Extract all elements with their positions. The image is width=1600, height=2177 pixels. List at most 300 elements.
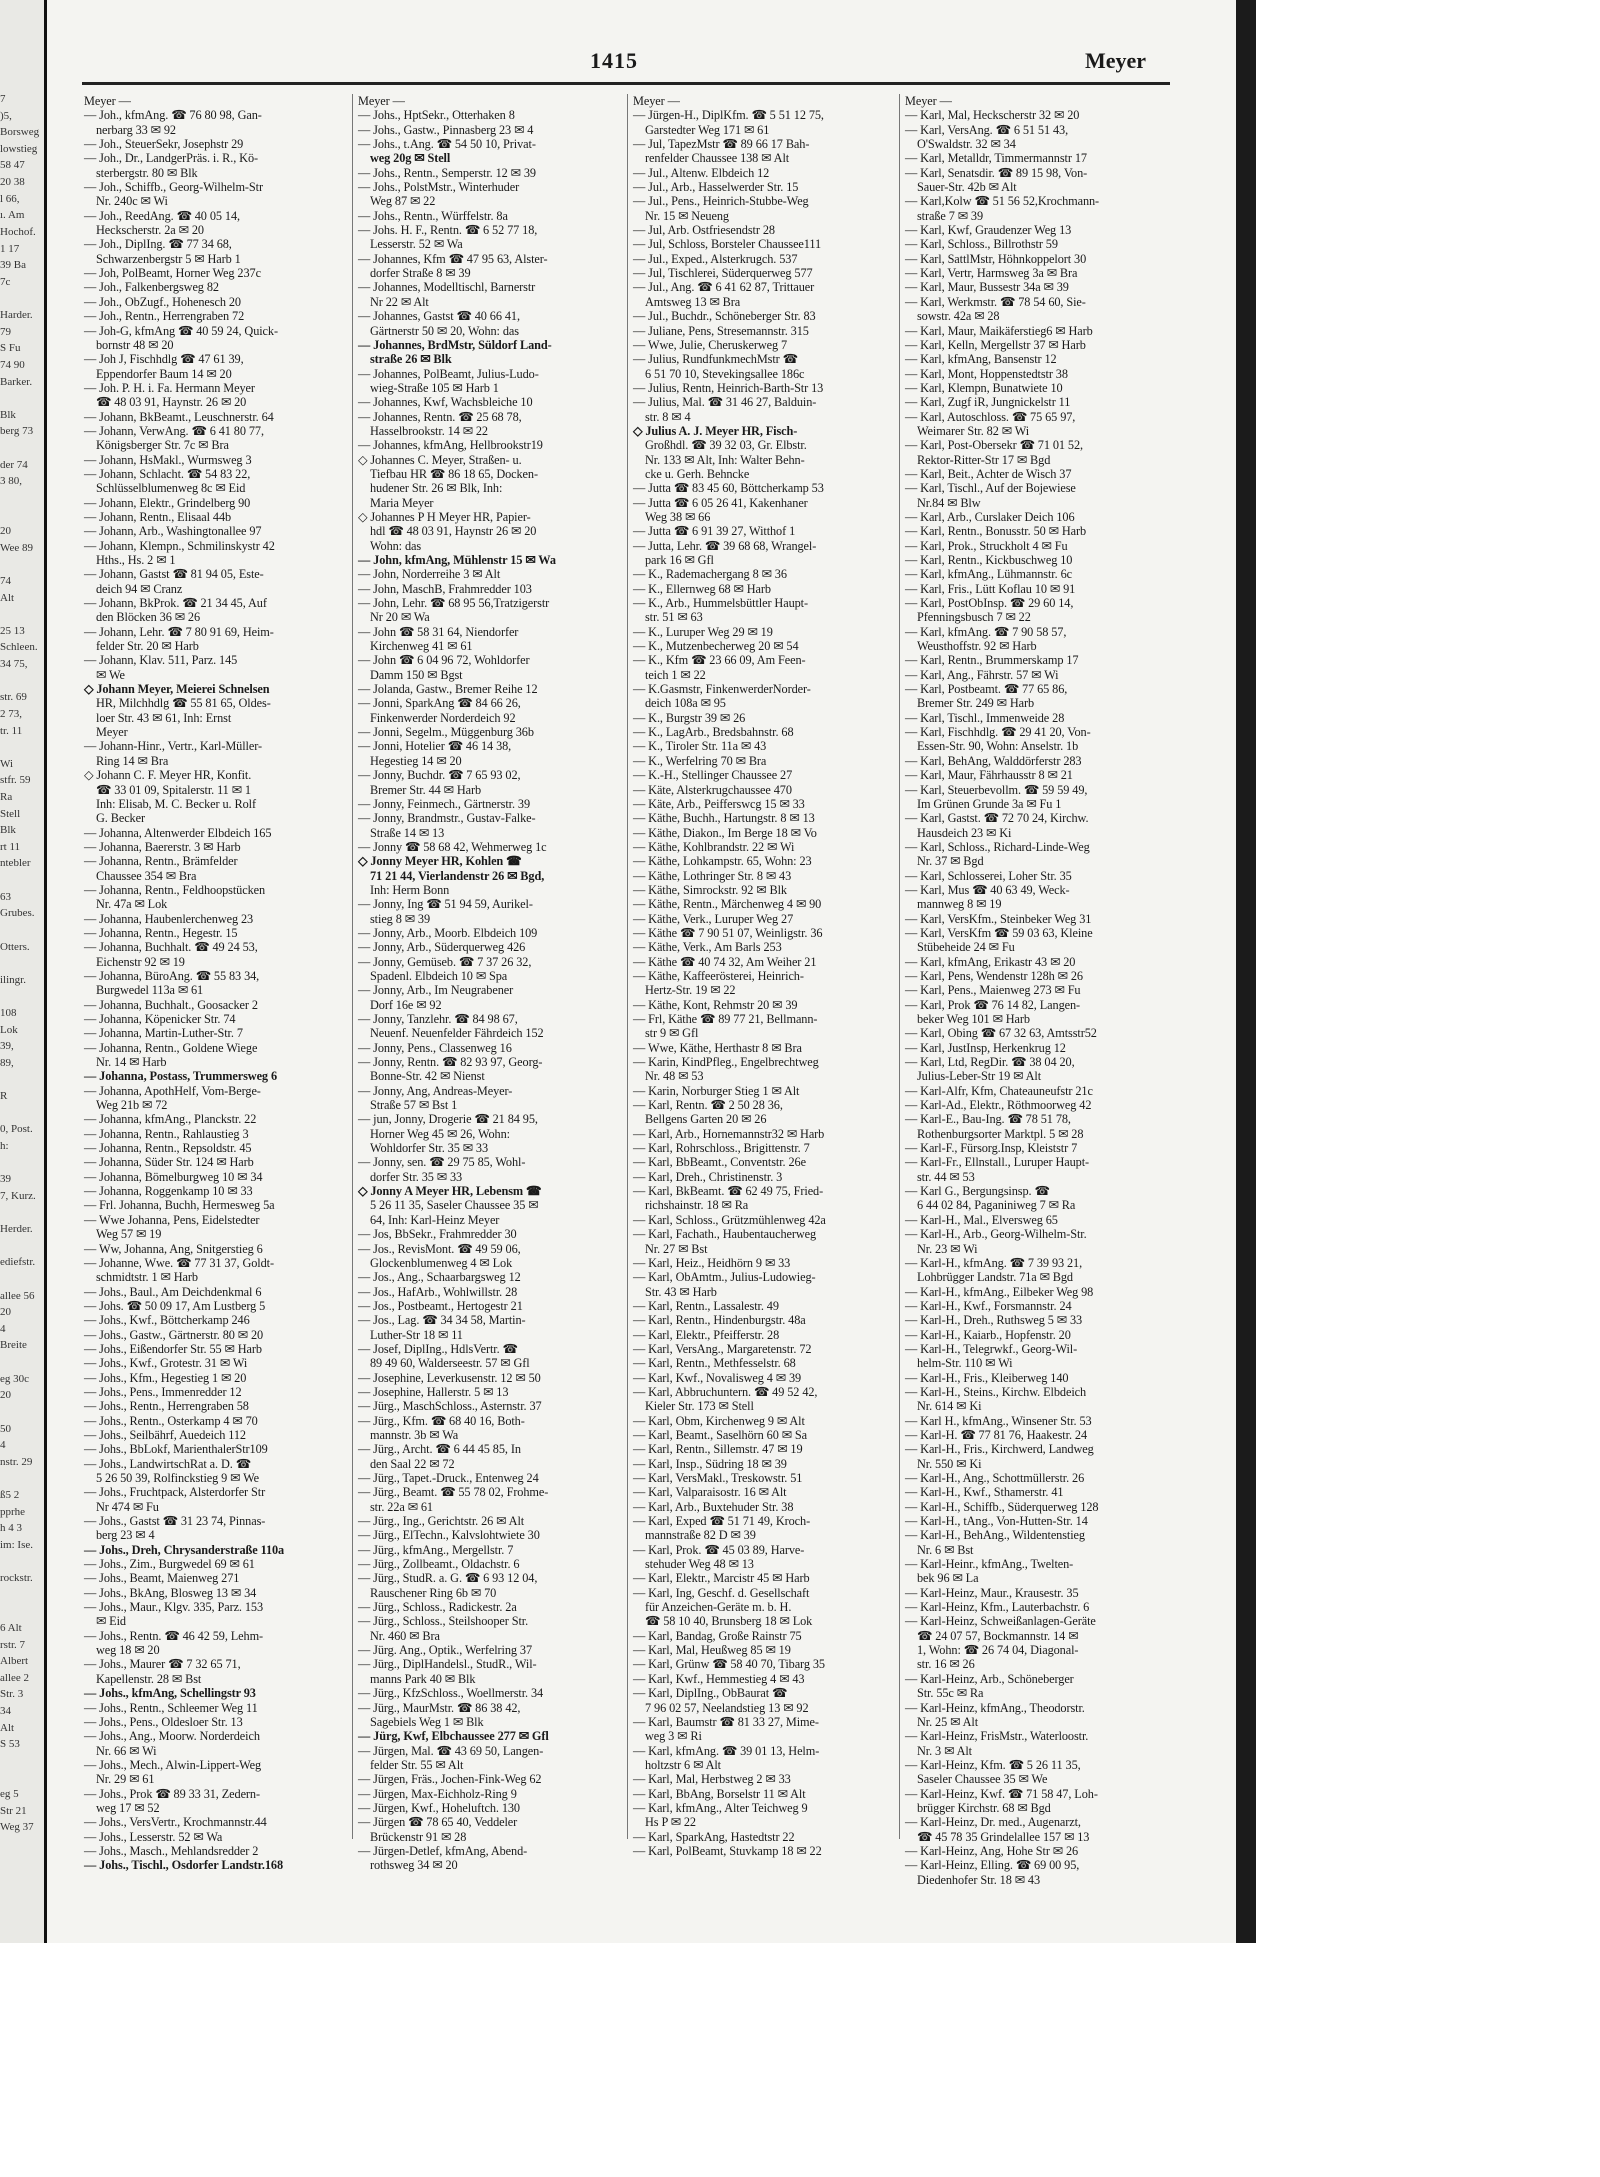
directory-entry: Nr 474 ✉ Fu [96, 1499, 159, 1514]
directory-entry: — Jürg., DiplHandelsl., StudR., Wil- [358, 1657, 537, 1672]
directory-entry: — Jos., HafArb., Wohlwillstr. 28 [358, 1284, 518, 1299]
gutter-text: 25 13 [0, 624, 25, 637]
directory-entry: — Jonny, Feinmech., Gärtnerstr. 39 [358, 796, 531, 811]
directory-column-3 [633, 94, 895, 1858]
gutter-text [0, 1207, 42, 1217]
gutter-text: 0, Post. [0, 1123, 33, 1136]
directory-entry: 5 26 50 39, Rolfinckstieg 9 ✉ We [96, 1471, 260, 1485]
directory-entry: Weg 87 ✉ 22 [370, 194, 436, 209]
directory-entry: — Jürg., Beamt. ☎ 55 78 02, Frohme- [358, 1485, 549, 1500]
directory-entry: Lohbrügger Landstr. 71a ✉ Bgd [917, 1270, 1073, 1285]
directory-entry: — Karl, Fachath., Haubentaucherweg [633, 1227, 817, 1242]
directory-entry: — Käthe, Rentn., Märchenweg 4 ✉ 90 [633, 897, 822, 912]
gutter-text: 39 [0, 1173, 11, 1186]
directory-entry: — Jul., Ang. ☎ 6 41 62 87, Trittauer [633, 280, 815, 295]
directory-entry: — Johs., Rentn., Semperstr. 12 ✉ 39 [358, 165, 536, 180]
gutter-text: Barker. [0, 375, 33, 388]
directory-entry: — Johannes, Rentn. ☎ 25 68 78, [358, 409, 522, 424]
directory-entry: — Karl, Valparaisostr. 16 ✉ Alt [633, 1485, 787, 1500]
directory-entry: wieg-Straße 105 ✉ Harb 1 [370, 380, 499, 395]
directory-entry: — Karl, Rentn., Hindenburgstr. 48a [633, 1313, 806, 1328]
directory-entry: — Jürgen, Max-Eichholz-Ring 9 [358, 1786, 517, 1801]
directory-entry: Pfenningsbusch 7 ✉ 22 [917, 610, 1031, 625]
directory-entry: — Karl, Schloss., Billrothstr 59 [905, 237, 1058, 252]
directory-entry: — Karl, Mal, Herbstweg 2 ✉ 33 [633, 1772, 791, 1787]
directory-entry: — Jul, Tischlerei, Süderquerweg 577 [633, 266, 813, 281]
gutter-text: Weg 37 [0, 1821, 34, 1834]
directory-entry: Inh: Herm Bonn [370, 882, 450, 897]
gutter-text: ediefstr. [0, 1256, 36, 1269]
directory-entry: mannweg 8 ✉ 19 [917, 897, 1002, 912]
directory-entry: Kirchenweg 41 ✉ 61 [370, 639, 473, 654]
directory-entry: — Jürg., ElTechn., Kalvslohtwiete 30 [358, 1528, 540, 1543]
directory-entry: — Johs., Fruchtpack, Alsterdorfer Str [84, 1485, 266, 1500]
directory-entry: brügger Kirchstr. 68 ✉ Bgd [917, 1800, 1051, 1815]
directory-entry: — Karl, Pens., Maienweg 273 ✉ Fu [905, 983, 1081, 998]
directory-entry: — K.-H., Stellinger Chaussee 27 [633, 768, 793, 783]
directory-entry: — Karl, VersMakl., Treskowstr. 51 [633, 1471, 803, 1485]
directory-entry: felder Str. 55 ✉ Alt [370, 1757, 464, 1772]
directory-column-2 [358, 94, 620, 1873]
gutter-text [0, 609, 42, 619]
directory-entry: — Karl, Post-Obersekr ☎ 71 01 52, [905, 438, 1084, 453]
directory-entry: — Johann, HsMakl., Wurmsweg 3 [84, 452, 252, 467]
gutter-text: Schleen. [0, 641, 38, 654]
directory-entry: — Karl, Maur, Bussestr 34a ✉ 39 [905, 280, 1069, 295]
directory-entry: Inh: Elisab, M. C. Becker u. Rolf [96, 796, 256, 811]
gutter-text: im: Ise. [0, 1538, 33, 1551]
directory-entry: helm-Str. 110 ✉ Wi [917, 1356, 1013, 1371]
directory-entry: — Käthe, Verk., Am Barls 253 [633, 940, 782, 955]
directory-entry: — Joh, PolBeamt, Horner Weg 237c [84, 266, 261, 281]
directory-entry: — Karl, Beamt., Saselhörn 60 ✉ Sa [633, 1427, 808, 1442]
directory-entry: Nr. 3 ✉ Alt [917, 1743, 972, 1758]
directory-entry: 6 51 70 10, Stevekingsallee 186c [645, 366, 805, 381]
directory-entry: — Karl, Arb., Buxtehuder Str. 38 [633, 1499, 794, 1514]
gutter-text: h: [0, 1140, 9, 1152]
directory-entry: — Johanna, kfmAng., Planckstr. 22 [84, 1112, 257, 1127]
directory-entry: — Johanna, Köpenicker Str. 74 [84, 1012, 236, 1026]
gutter-text: Grubes. [0, 907, 35, 920]
directory-entry: — K., Rademachergang 8 ✉ 36 [633, 567, 787, 582]
directory-entry: — Karin, KindPfleg., Engelbrechtweg [633, 1055, 819, 1070]
directory-entry: — Karl, Ang., Fährstr. 57 ✉ Wi [905, 667, 1059, 682]
directory-entry: stieg 8 ✉ 39 [370, 911, 430, 926]
directory-entry: 71 21 44, Vierlandenstr 26 ✉ Bgd, [370, 868, 545, 883]
directory-entry: — Johs., VersVertr., Krochmannstr.44 [84, 1815, 267, 1830]
directory-entry: Nr. 6 ✉ Bst [917, 1542, 974, 1557]
gutter-text: 63 [0, 890, 11, 903]
directory-entry: Nr. 23 ✉ Wi [917, 1241, 978, 1256]
gutter-text: Str 21 [0, 1804, 27, 1817]
gutter-text: Wee 89 [0, 541, 34, 554]
directory-entry: — Karl, Prok ☎ 76 14 82, Langen- [905, 997, 1081, 1012]
directory-entry: — Johs., Pens., Oldesloer Str. 13 [84, 1714, 243, 1729]
directory-entry: — Karl-F., Fürsorg.Insp, Kleiststr 7 [905, 1141, 1078, 1156]
directory-entry: — Karl, Exped ☎ 51 71 49, Kroch- [633, 1514, 811, 1529]
directory-entry: G. Becker [96, 811, 145, 826]
directory-entry: — Johanna, Rentn., Rahlaustieg 3 [84, 1126, 249, 1141]
directory-entry: — Joh., Falkenbergsweg 82 [84, 280, 219, 295]
directory-entry: — K., LagArb., Bredsbahnstr. 68 [633, 725, 794, 740]
directory-entry: — K., Mutzenbecherweg 20 ✉ 54 [633, 639, 799, 654]
directory-entry: — Karl-H., Mal., Elversweg 65 [905, 1212, 1058, 1227]
directory-entry: — Johs., Rentn., Herrengraben 58 [84, 1399, 249, 1414]
directory-entry: — Karl, Ing, Geschf. d. Gesellschaft [633, 1585, 810, 1600]
directory-entry: Amtsweg 13 ✉ Bra [645, 294, 741, 309]
gutter-text: 39, [0, 1040, 14, 1053]
directory-entry: — Käthe, Diakon., Im Berge 18 ✉ Vo [633, 825, 817, 840]
gutter-text [0, 1606, 42, 1616]
directory-entry: Nr.84 ✉ Blw [917, 495, 981, 510]
directory-entry: — Wwe Johanna, Pens, Eidelstedter [84, 1212, 260, 1227]
directory-entry: richshainstr. 18 ✉ Ra [645, 1198, 749, 1213]
directory-entry: Glockenblumenweg 4 ✉ Lok [370, 1255, 513, 1270]
directory-column-4 [905, 94, 1167, 1887]
directory-entry: hudener Str. 26 ✉ Blk, Inh: [370, 481, 503, 496]
gutter-text [0, 509, 42, 519]
directory-entry: Bremer Str. 249 ✉ Harb [917, 696, 1035, 711]
gutter-text: rt 11 [0, 840, 21, 853]
directory-entry: — Josephine, Leverkusenstr. 12 ✉ 50 [358, 1370, 541, 1385]
directory-entry: — Karl, Mont, Hoppenstedtstr 38 [905, 366, 1068, 381]
directory-entry: — Jonny ☎ 58 68 42, Wehmerweg 1c [358, 839, 547, 854]
directory-entry: — Karl-Fr., Ellnstall., Luruper Haupt- [905, 1155, 1090, 1170]
directory-entry: Str. 55c ✉ Ra [917, 1686, 984, 1701]
directory-entry: — John ☎ 58 31 64, Niendorfer [358, 624, 519, 639]
directory-entry: Brückenstr 91 ✉ 28 [370, 1829, 467, 1844]
directory-entry: — Karl, Rentn., Methfesselstr. 68 [633, 1356, 796, 1371]
directory-entry: — Karl, ObAmtm., Julius-Ludowieg- [633, 1270, 816, 1285]
gutter-text: ß5 2 [0, 1489, 20, 1501]
gutter-text: 7 [0, 93, 6, 105]
directory-entry: Burgwedel 113a ✉ 61 [96, 983, 204, 998]
directory-entry: — Jul, Arb. Ostfriesendstr 28 [633, 223, 775, 238]
gutter-text: Herder. [0, 1223, 33, 1236]
directory-entry: Sauer-Str. 42b ✉ Alt [917, 180, 1017, 195]
directory-entry: — Karl-H., kfmAng., Eilbeker Weg 98 [905, 1284, 1094, 1299]
directory-entry: — Joh., Schiffb., Georg-Wilhelm-Str [84, 180, 263, 195]
directory-entry: — Jonny, Brandmstr., Gustav-Falke- [358, 811, 536, 826]
directory-entry: — Karl-H. ☎ 77 81 76, Haakestr. 24 [905, 1427, 1087, 1442]
directory-entry: den Saal 22 ✉ 72 [370, 1456, 455, 1471]
directory-entry: — K., Burgstr 39 ✉ 26 [633, 710, 746, 725]
directory-entry: — Julius, Mal. ☎ 31 46 27, Balduin- [633, 395, 817, 410]
gutter-text: 89, [0, 1056, 14, 1069]
directory-entry: — Jonny, sen. ☎ 29 75 85, Wohl- [358, 1155, 526, 1170]
directory-entry: für Anzeichen-Geräte m. b. H. [645, 1600, 792, 1615]
gutter-text: S 53 [0, 1738, 20, 1751]
directory-entry: Wohn: das [370, 538, 422, 553]
directory-entry: — Karl, Werkmstr. ☎ 78 54 60, Sie- [905, 294, 1086, 309]
gutter-text [0, 1407, 42, 1417]
directory-entry: — Johanna, Roggenkamp 10 ✉ 33 [84, 1184, 253, 1199]
directory-entry: — Johs., Tischl., Osdorfer Landstr.168 [84, 1858, 284, 1873]
directory-entry: — Jonny, Arb., Im Neugrabener [358, 983, 514, 998]
directory-entry: — Jürgen, Fräs., Jochen-Fink-Weg 62 [358, 1772, 542, 1787]
directory-entry: 89 49 60, Walderseestr. 57 ✉ Gfl [370, 1356, 530, 1371]
column-divider [352, 94, 353, 1839]
directory-entry: — Joh J, Fischhdlg ☎ 47 61 39, [84, 352, 244, 367]
directory-entry: — Jul., Arb., Hasselwerder Str. 15 [633, 180, 799, 195]
directory-entry: — Karl-H., Ang., Schottmüllerstr. 26 [905, 1471, 1085, 1485]
directory-entry: beker Weg 101 ✉ Harb [917, 1012, 1030, 1026]
gutter-text: 7c [0, 275, 11, 288]
gutter-text: berg 73 [0, 425, 34, 438]
gutter-text: Breite [0, 1339, 27, 1352]
directory-entry: — Johs. ☎ 50 09 17, Am Lustberg 5 [84, 1298, 266, 1313]
directory-entry: ◇ Johannes P H Meyer HR, Papier- [358, 509, 531, 524]
directory-entry: — Johs., Lesserstr. 52 ✉ Wa [84, 1829, 223, 1844]
directory-entry: — Karl, PolBeamt, Stuvkamp 18 ✉ 22 [633, 1843, 822, 1858]
directory-entry: — Karl, DiplIng., ObBaurat ☎ [633, 1686, 788, 1701]
directory-entry: Schlüsselblumenweg 8c ✉ Eid [96, 481, 246, 496]
gutter-text: rstr. 7 [0, 1638, 26, 1651]
directory-column-1 [84, 94, 346, 1873]
page-number: 1415 [590, 48, 638, 73]
directory-entry: — Johs., Kwf., Grotestr. 31 ✉ Wi [84, 1356, 248, 1371]
directory-entry: schmidtstr. 1 ✉ Harb [96, 1270, 198, 1285]
directory-entry: — Karl, kfmAng. ☎ 7 90 58 57, [905, 624, 1067, 639]
directory-entry: — Käthe, Simrockstr. 92 ✉ Blk [633, 882, 787, 897]
directory-entry: — Josephine, Hallerstr. 5 ✉ 13 [358, 1384, 509, 1399]
directory-entry: 1, Wohn: ☎ 26 74 04, Diagonal- [917, 1643, 1079, 1658]
directory-entry: — Karl, Insp., Südring 18 ✉ 39 [633, 1456, 787, 1471]
gutter-text: 34 75, [0, 658, 28, 671]
directory-entry: ✉ We [96, 667, 125, 682]
directory-entry: Nr. 47a ✉ Lok [96, 897, 168, 912]
directory-entry: Bellgens Garten 20 ✉ 26 [645, 1112, 767, 1127]
directory-entry: — Johs., Gastw., Gärtnerstr. 80 ✉ 20 [84, 1327, 264, 1342]
directory-entry: — Johs., t.Ang. ☎ 54 50 10, Privat- [358, 137, 536, 152]
gutter-text: 50 [0, 1422, 11, 1435]
directory-entry: — Jutta, Lehr. ☎ 39 68 68, Wrangel- [633, 538, 817, 553]
directory-entry: — Johannes, kfmAng, Hellbrookstr19 [358, 438, 543, 453]
directory-entry: Hertz-Str. 19 ✉ 22 [645, 983, 736, 998]
directory-entry: straße 7 ✉ 39 [917, 208, 984, 223]
running-head: Meyer [1085, 48, 1147, 73]
directory-entry: — Johann, Gastst ☎ 81 94 05, Este- [84, 567, 264, 582]
directory-entry: ☎ 24 07 57, Bockmannstr. 14 ✉ [917, 1628, 1079, 1643]
gutter-text: Hochof. [0, 225, 36, 238]
directory-entry: Nr. 550 ✉ Ki [917, 1456, 982, 1471]
directory-entry: — Johs., Kfm., Hegestieg 1 ✉ 20 [84, 1370, 247, 1385]
directory-entry: Ring 14 ✉ Bra [96, 753, 169, 768]
directory-entry: — Jürgen-Detlef, kfmAng, Abend- [358, 1843, 528, 1858]
directory-entry: — Johannes, Modelltischl, Barnerstr [358, 280, 536, 295]
directory-entry: mannstraße 82 D ✉ 39 [645, 1528, 756, 1543]
directory-entry: dorfer Str. 35 ✉ 33 [370, 1169, 463, 1184]
directory-entry: — Johs., Zim., Burgwedel 69 ✉ 61 [84, 1557, 255, 1572]
directory-entry: HR, Milchhdlg ☎ 55 81 65, Oldes- [96, 696, 271, 711]
directory-entry: — Karl, Mus ☎ 40 63 49, Weck- [905, 882, 1070, 897]
directory-entry: — Karl, Senatsdir. ☎ 89 15 98, Von- [905, 165, 1088, 180]
directory-entry: ☎ 33 01 09, Spitalerstr. 11 ✉ 1 [96, 782, 251, 797]
directory-entry: — Jos., Ang., Schaarbargsweg 12 [358, 1270, 521, 1285]
directory-entry: — Käte, Arb., Peifferswcg 15 ✉ 33 [633, 796, 805, 811]
directory-entry: Meyer — [84, 94, 131, 108]
directory-entry: — Jos., Postbeamt., Hertogestr 21 [358, 1298, 523, 1313]
directory-entry: — Johs., BbLokf, MarienthalerStr109 [84, 1442, 268, 1457]
directory-entry: Gärtnerstr 50 ✉ 20, Wohn: das [370, 323, 519, 338]
directory-entry: — Karl, Rentn., Kickbuschweg 10 [905, 553, 1073, 567]
directory-entry: — Joh. P. H. i. Fa. Hermann Meyer [84, 380, 255, 395]
directory-entry: — Johannes, Kfm ☎ 47 95 63, Alster- [358, 251, 548, 266]
directory-entry: — jun, Jonny, Drogerie ☎ 21 84 95, [358, 1112, 538, 1127]
directory-entry: — Jos, BbSekr., Frahmredder 30 [358, 1227, 517, 1242]
directory-entry: Dorf 16e ✉ 92 [370, 997, 442, 1012]
gutter-text: nstr. 29 [0, 1455, 33, 1468]
directory-entry: Horner Weg 45 ✉ 26, Wohn: [370, 1126, 510, 1141]
directory-entry: Schwarzenbergstr 5 ✉ Harb 1 [96, 251, 241, 266]
directory-entry: Essen-Str. 90, Wohn: Anselstr. 1b [917, 739, 1079, 754]
directory-entry: Eppendorfer Baum 14 ✉ 20 [96, 366, 232, 381]
directory-entry: — Johs., Dreh, Chrysanderstraße 110a [84, 1542, 285, 1557]
directory-entry: — Johann, Klempn., Schmilinskystr 42 [84, 538, 275, 553]
gutter-text: 74 [0, 574, 11, 587]
directory-entry: — Joh., SteuerSekr, Josephstr 29 [84, 137, 244, 152]
directory-entry: — Jürg., Ing., Gerichtstr. 26 ✉ Alt [358, 1514, 525, 1529]
directory-entry: — Karl-Ad., Elektr., Röthmoorweg 42 [905, 1098, 1092, 1113]
column-divider [627, 94, 628, 1839]
gutter-text: pprhe [0, 1505, 26, 1518]
previous-page-gutter [0, 0, 47, 1943]
directory-entry: — Karl, BehAng, Walddörferstr 283 [905, 753, 1082, 768]
directory-entry: — John, Lehr. ☎ 68 95 56,Tratzigerstr [358, 596, 550, 611]
directory-entry: Hegestieg 14 ✉ 20 [370, 753, 462, 768]
directory-entry: — Karl, VersAng., Margaretenstr. 72 [633, 1341, 812, 1356]
directory-entry: — Käthe ☎ 40 74 32, Am Weiher 21 [633, 954, 817, 969]
directory-entry: — Karl, BbAng, Borselstr 11 ✉ Alt [633, 1786, 806, 1801]
directory-entry: — Karl, Rentn., Sillemstr. 47 ✉ 19 [633, 1442, 803, 1457]
directory-entry: — Karl, JustInsp, Herkenkrug 12 [905, 1040, 1066, 1055]
directory-entry: — Karl, VersAng. ☎ 6 51 51 43, [905, 122, 1069, 137]
directory-entry: Nr 22 ✉ Alt [370, 294, 429, 309]
directory-entry: — Johs., Prok ☎ 89 33 31, Zedern- [84, 1786, 260, 1801]
directory-entry: — Karl, BkBeamt. ☎ 62 49 75, Fried- [633, 1184, 824, 1199]
gutter-text: Blk [0, 408, 16, 421]
directory-entry: str. 16 ✉ 26 [917, 1657, 975, 1672]
gutter-text [0, 1590, 42, 1600]
directory-entry: — Jul, TapezMstr ☎ 89 66 17 Bah- [633, 137, 810, 152]
gutter-text: ı. Am [0, 209, 25, 222]
directory-entry: — Jonny, Gemüseb. ☎ 7 37 26 32, [358, 954, 532, 969]
directory-entry: Weg 21b ✉ 72 [96, 1098, 168, 1113]
gutter-text [0, 742, 42, 752]
directory-entry: Nr. 48 ✉ 53 [645, 1069, 704, 1084]
gutter-text: 7, Kurz. [0, 1189, 36, 1202]
directory-entry: Luther-Str 18 ✉ 11 [370, 1327, 463, 1342]
directory-entry: — Jonny, Pens., Classenweg 16 [358, 1040, 512, 1055]
directory-entry: — Karl, SattlMstr, Höhnkoppelort 30 [905, 251, 1087, 266]
directory-entry: — Karl, Arb., Hornemannstr32 ✉ Harb [633, 1126, 825, 1141]
directory-entry: — Johs., PolstMstr., Winterhuder [358, 180, 520, 195]
directory-entry: — Karl-Heinz, Kfm. ☎ 5 26 11 35, [905, 1757, 1081, 1772]
directory-entry: — Karl-Heinz, kfmAng., Theodorstr. [905, 1700, 1085, 1715]
directory-entry: — Karl,Kolw ☎ 51 56 52,Krochmann- [905, 194, 1100, 209]
gutter-text: rockstr. [0, 1572, 33, 1585]
directory-entry: — Karl, Postbeamt. ☎ 77 65 86, [905, 682, 1068, 697]
directory-entry: — Jürg., StudR. a. G. ☎ 6 93 12 04, [358, 1571, 538, 1586]
directory-entry: — Karl, kfmAng, Erikastr 43 ✉ 20 [905, 954, 1076, 969]
gutter-text [0, 1075, 42, 1085]
directory-entry: — Jürg., kfmAng., Mergellstr. 7 [358, 1542, 514, 1557]
directory-entry: — Karl, VersKfm ☎ 59 03 63, Kleine [905, 925, 1093, 940]
directory-entry: — Jonny, Arb., Moorb. Elbdeich 109 [358, 925, 538, 940]
gutter-text: 3 80, [0, 475, 22, 488]
directory-entry: — Karl-Alfr, Kfm, Chateauneufstr 21c [905, 1083, 1093, 1098]
gutter-text: 74 90 [0, 358, 25, 371]
directory-entry: — Karl, Rentn., Bonusstr. 50 ✉ Harb [905, 524, 1086, 539]
directory-entry: — Karl, Kwf, Graudenzer Weg 13 [905, 223, 1072, 238]
gutter-text: lowstieg [0, 142, 38, 155]
directory-entry: hdl ☎ 48 03 91, Haynstr 26 ✉ 20 [370, 524, 537, 539]
directory-entry: — K., Kfm ☎ 23 66 09, Am Feen- [633, 653, 806, 668]
directory-entry: — Karl-H., BehAng., Wildentenstieg [905, 1528, 1085, 1543]
directory-entry: — Käthe ☎ 7 90 51 07, Weinligstr. 36 [633, 925, 823, 940]
directory-entry: den Blöcken 36 ✉ 26 [96, 610, 201, 625]
directory-entry: — Karl-H., Steins., Kirchw. Elbdeich [905, 1384, 1087, 1399]
directory-entry: — Karl, Fris., Lütt Koflau 10 ✉ 91 [905, 581, 1076, 596]
directory-entry: — Karl, Tischl., Auf der Bojewiese [905, 481, 1076, 496]
directory-entry: — Karl, Prok., Struckholt 4 ✉ Fu [905, 538, 1068, 553]
directory-entry: Spadenl. Elbdeich 10 ✉ Spa [370, 968, 508, 983]
directory-entry: Weimarer Str. 82 ✉ Wi [917, 423, 1030, 438]
directory-entry: — Karl, Obm, Kirchenweg 9 ✉ Alt [633, 1413, 805, 1428]
directory-entry: — Karl, Beit., Achter de Wisch 37 [905, 466, 1072, 481]
directory-entry: — Johann, BkProk. ☎ 21 34 45, Auf [84, 596, 267, 611]
directory-entry: — Karl-Heinz, Ang, Hohe Str ✉ 26 [905, 1843, 1079, 1858]
directory-entry: Nr. 460 ✉ Bra [370, 1628, 440, 1643]
directory-entry: — Karl, BbBeamt., Conventstr. 26e [633, 1155, 806, 1170]
gutter-text: h 4 3 [0, 1522, 22, 1535]
gutter-text [0, 293, 42, 303]
gutter-text [0, 1556, 42, 1566]
directory-entry: — Karl, Maur, Fährhausstr 8 ✉ 21 [905, 768, 1073, 783]
directory-entry: Meyer [96, 725, 128, 740]
directory-entry: — Jürg., Schloss., Steilshooper Str. [358, 1614, 529, 1629]
gutter-text: Stell [0, 807, 21, 820]
directory-entry: Rauschener Ring 6b ✉ 70 [370, 1585, 497, 1600]
directory-entry: — Joh., Rentn., Herrengraben 72 [84, 309, 245, 324]
gutter-text: 4 [0, 1322, 6, 1335]
directory-entry: — Jürg., Archt. ☎ 6 44 45 85, In [358, 1442, 521, 1457]
directory-entry: — Karl, Ltd, RegDir. ☎ 38 04 20, [905, 1055, 1075, 1070]
directory-entry: — Johs., Maurer ☎ 7 32 65 71, [84, 1657, 241, 1672]
directory-entry: — Käthe, Lothringer Str. 8 ✉ 43 [633, 868, 792, 883]
directory-entry: — Johs., Masch., Mehlandsredder 2 [84, 1843, 259, 1858]
directory-entry: — Jul., Exped., Alsterkrugch. 537 [633, 251, 798, 266]
directory-entry: — Johs., Gastst ☎ 31 23 74, Pinnas- [84, 1514, 266, 1529]
directory-entry: — Johanna, ApothHelf, Vom-Berge- [84, 1083, 261, 1098]
directory-entry: Rothenburgsorter Marktpl. 5 ✉ 28 [917, 1126, 1084, 1141]
directory-entry: — Johannes, BrdMstr, Süldorf Land- [358, 337, 552, 352]
directory-entry: — Karl, Baumstr ☎ 81 33 27, Mime- [633, 1714, 819, 1729]
gutter-text [0, 925, 42, 935]
gutter-text: Alt [0, 1721, 15, 1734]
directory-entry: holtzstr 6 ✉ Alt [645, 1757, 721, 1772]
directory-entry: — Karl-Heinz, FrisMstr., Waterloostr. [905, 1729, 1089, 1744]
directory-entry: — K., Tiroler Str. 11a ✉ 43 [633, 739, 767, 754]
directory-entry: — Karl-H., kfmAng. ☎ 7 39 93 21, [905, 1255, 1083, 1270]
directory-entry: weg 18 ✉ 20 [96, 1643, 160, 1658]
directory-entry: — Johanna, Buchhalt. ☎ 49 24 53, [84, 940, 258, 955]
directory-entry: Finkenwerder Norderdeich 92 [370, 710, 516, 725]
directory-entry: Garstedter Weg 171 ✉ 61 [645, 122, 770, 137]
directory-entry: — Karl, Schlosserei, Loher Str. 35 [905, 868, 1072, 883]
directory-entry: park 16 ✉ Gfl [645, 553, 714, 567]
gutter-text: Wi [0, 757, 13, 770]
